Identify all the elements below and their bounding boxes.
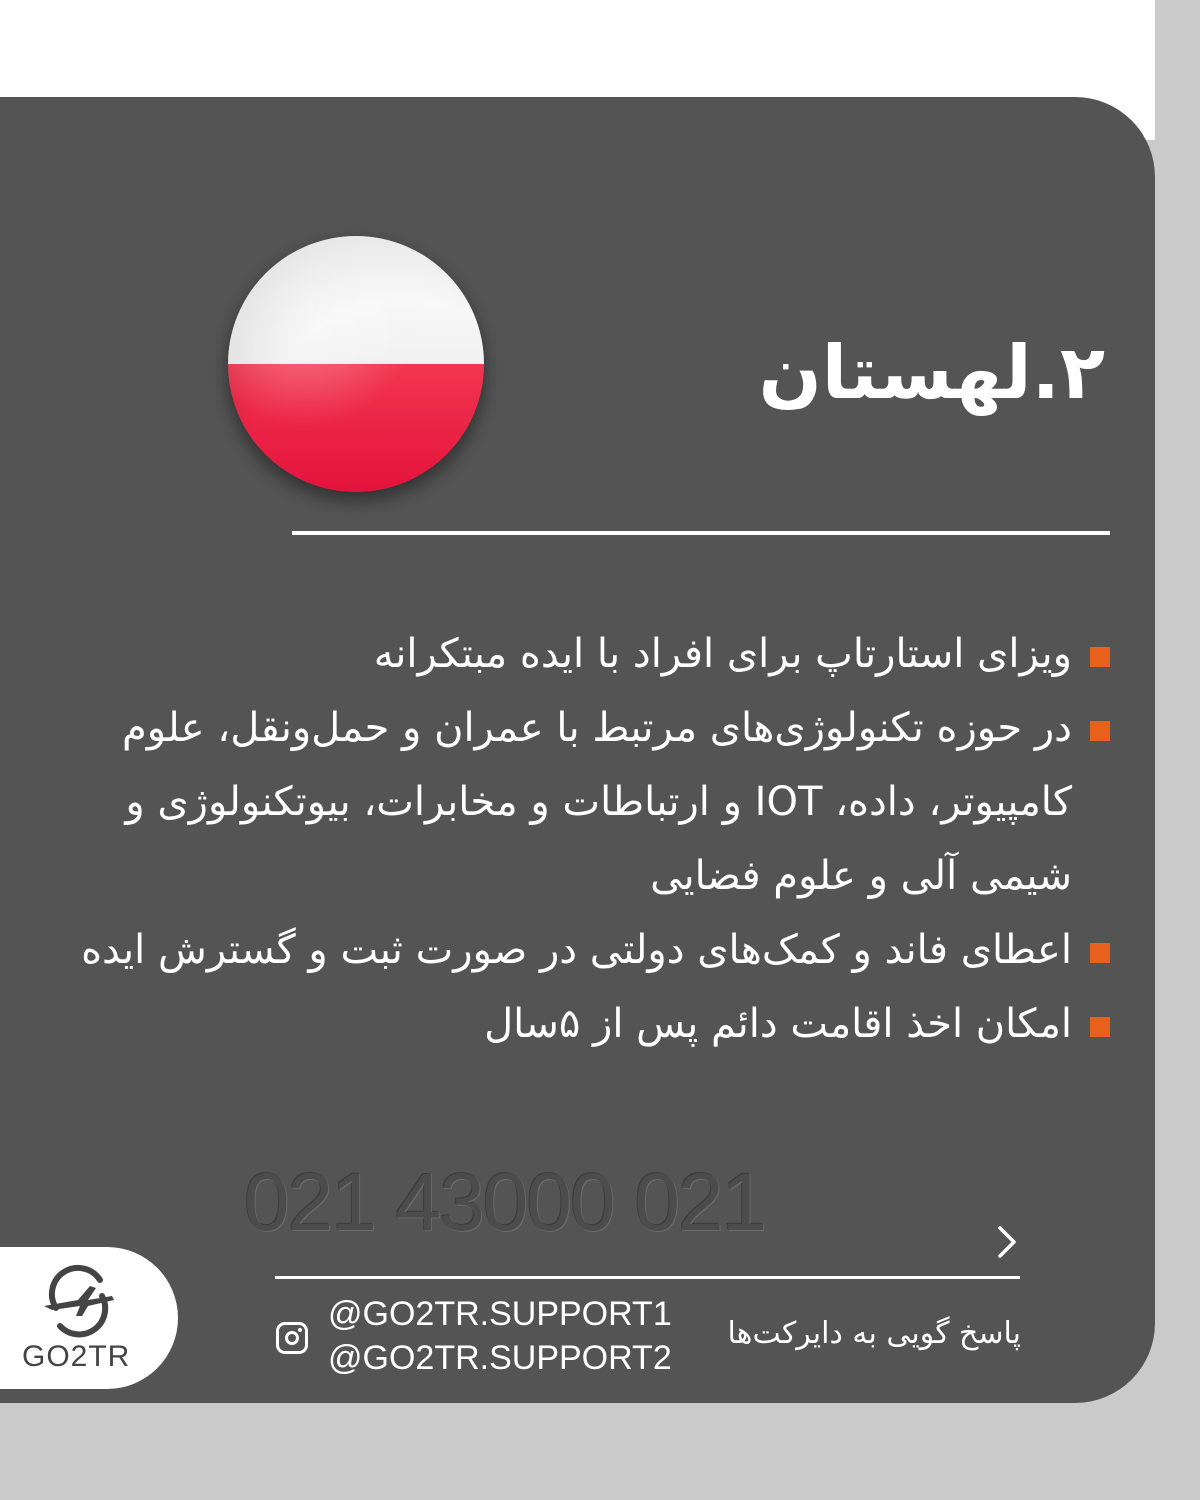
poland-flag-icon <box>228 236 484 492</box>
support-handles <box>328 1292 672 1380</box>
instagram-icon[interactable] <box>276 1322 308 1354</box>
title-divider <box>292 531 1110 535</box>
list-item <box>70 691 1118 913</box>
airplane-logo-icon <box>38 1262 118 1342</box>
list-item-text: در حوزه تکنولوژی‌های مرتبط با عمران و حمل‌ونقل، علوم کامپیوتر، داده، IOT و ارتباطات و مخابرات، بیوتکنولوژی و شیمی آلی و علوم فضایی <box>122 705 1072 899</box>
list-item-text: ویزای استارتاپ برای افراد با ایده مبتکرانه <box>373 631 1072 677</box>
bullet-square-icon <box>1090 1017 1110 1037</box>
support-handle-2[interactable]: @GO2TR.SUPPORT2 <box>328 1339 672 1377</box>
list-item <box>70 617 1118 691</box>
country-title: ۲.لهستان <box>758 330 1105 416</box>
list-item-text: امکان اخذ اقامت دائم پس از ۵سال <box>484 1001 1072 1047</box>
phone-watermark: 021 43000 021 <box>244 1157 766 1248</box>
bullet-square-icon <box>1090 943 1110 963</box>
direct-reply-note: پاسخ گویی به دایرکت‌ها <box>727 1316 1021 1351</box>
chevron-right-icon[interactable] <box>990 1222 1024 1262</box>
footer-divider <box>275 1276 1020 1279</box>
support-handle-1[interactable]: @GO2TR.SUPPORT1 <box>328 1295 672 1333</box>
list-item <box>70 913 1118 987</box>
list-item <box>70 987 1118 1061</box>
list-item-text: اعطای فاند و کمک‌های دولتی در صورت ثبت و گسترش ایده <box>81 927 1072 973</box>
bullet-square-icon <box>1090 721 1110 741</box>
brand-name: GO2TR <box>22 1340 131 1373</box>
feature-list <box>70 617 1118 1061</box>
bullet-square-icon <box>1090 647 1110 667</box>
